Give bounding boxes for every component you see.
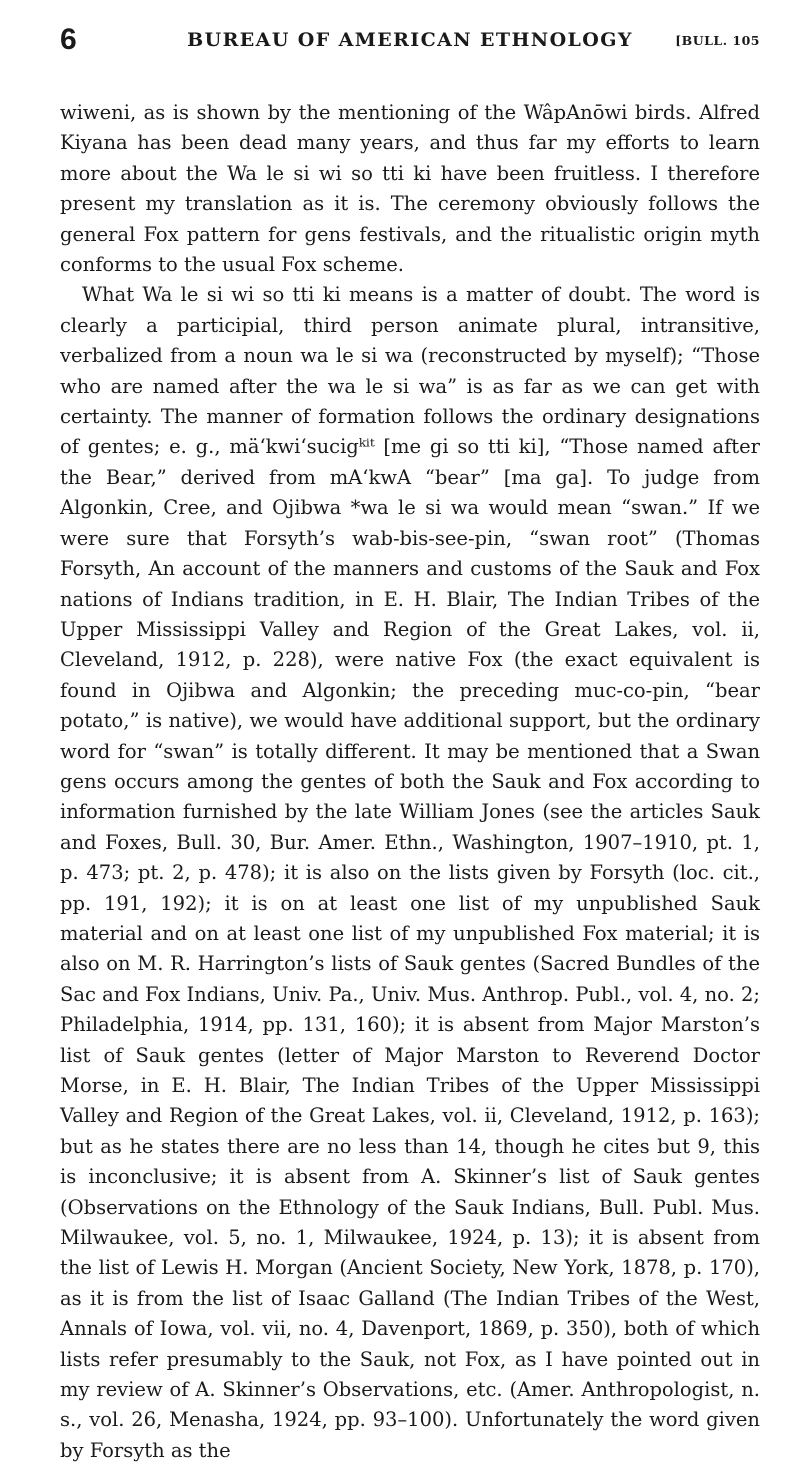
body-text xyxy=(60,98,760,1466)
bulletin-reference: [BULL. 105 xyxy=(675,33,760,48)
paragraph-continuation: wiweni, as is shown by the mentioning of the WâpAnōwi birds. Alfred Kiyana has been dead many years, and thus far my efforts to learn more about the Wa le si wi so tti ki have been fruitless. I therefore present my translation as it is. The ceremony obviously follows the general Fox pattern for gens festivals, and the ritualistic origin myth conforms to the usual Fox scheme. xyxy=(60,101,760,277)
running-head: BUREAU OF AMERICAN ETHNOLOGY xyxy=(187,29,633,51)
paragraph-word-meaning: What Wa le si wi so tti ki means is a matter of doubt. The word is clearly a participial, third person animate plural, intransitive, verbalized from a noun wa le si wa (reconstructed by myself); “Those who are named after the wa le si wa” is as far as we can get with certainty. The manner of formation follows the ordinary designations of gentes; e. g., mäʻkwiʻsucigᵏⁱᵗ [me gi so tti ki], “Those named after the Bear,” derived from mAʻkwA “bear” [ma ga]. To judge from Algonkin, Cree, and Ojibwa *wa le si wa would mean “swan.” If we were sure that Forsyth’s wab-bis-see-pin, “swan root” (Thomas Forsyth, An account of the manners and customs of the Sauk and Fox nations of Indians tradition, in E. H. Blair, The Indian Tribes of the Upper Mississippi Valley and Region of the Great Lakes, vol. ii, Cleveland, 1912, p. 228), were native Fox (the exact equivalent is found in Ojibwa and Algonkin; the preceding muc-co-pin, “bear potato,” is native), we would have additional support, but the ordinary word for “swan” is totally different. It may be mentioned that a Swan gens occurs among the gentes of both the Sauk and Fox according to information furnished by the late William Jones (see the articles Sauk and Foxes, Bull. 30, Bur. Amer. Ethn., Washington, 1907–1910, pt. 1, p. 473; pt. 2, p. 478); it is also on the lists given by Forsyth (loc. cit., pp. 191, 192); it is on at least one list of my unpublished Sauk material and on at least one list of my unpublished Fox material; it is also on M. R. Harrington’s lists of Sauk gentes (Sacred Bundles of the Sac and Fox Indians, Univ. Pa., Univ. Mus. Anthrop. Publ., vol. 4, no. 2; Philadelphia, 1914, pp. 131, 160); it is absent from Major Marston’s list of Sauk gentes (letter of Major Marston to Reverend Doctor Morse, in E. H. Blair, The Indian Tribes of the Upper Mississippi Valley and Region of the Great Lakes, vol. ii, Cleveland, 1912, p. 163); but as he states there are no less than 14, though he cites but 9, this is inconclusive; it is absent from A. Skinner’s list of Sauk gentes (Observations on the Ethnology of the Sauk Indians, Bull. Publ. Mus. Milwaukee, vol. 5, no. 1, Milwaukee, 1924, p. 13); it is absent from the list of Lewis H. Morgan (Ancient Society, New York, 1878, p. 170), as it is from the list of Isaac Galland (The Indian Tribes of the West, Annals of Iowa, vol. vii, no. 4, Davenport, 1869, p. 350), both of which lists refer presumably to the Sauk, not Fox, as I have pointed out in my review of A. Skinner’s Observations, etc. (Amer. Anthropologist, n. s., vol. 26, Menasha, 1924, pp. 93–100). Unfortunately the word given by Forsyth as the xyxy=(60,283,760,1462)
page-header xyxy=(60,22,760,58)
page-number: 6 xyxy=(60,23,77,56)
